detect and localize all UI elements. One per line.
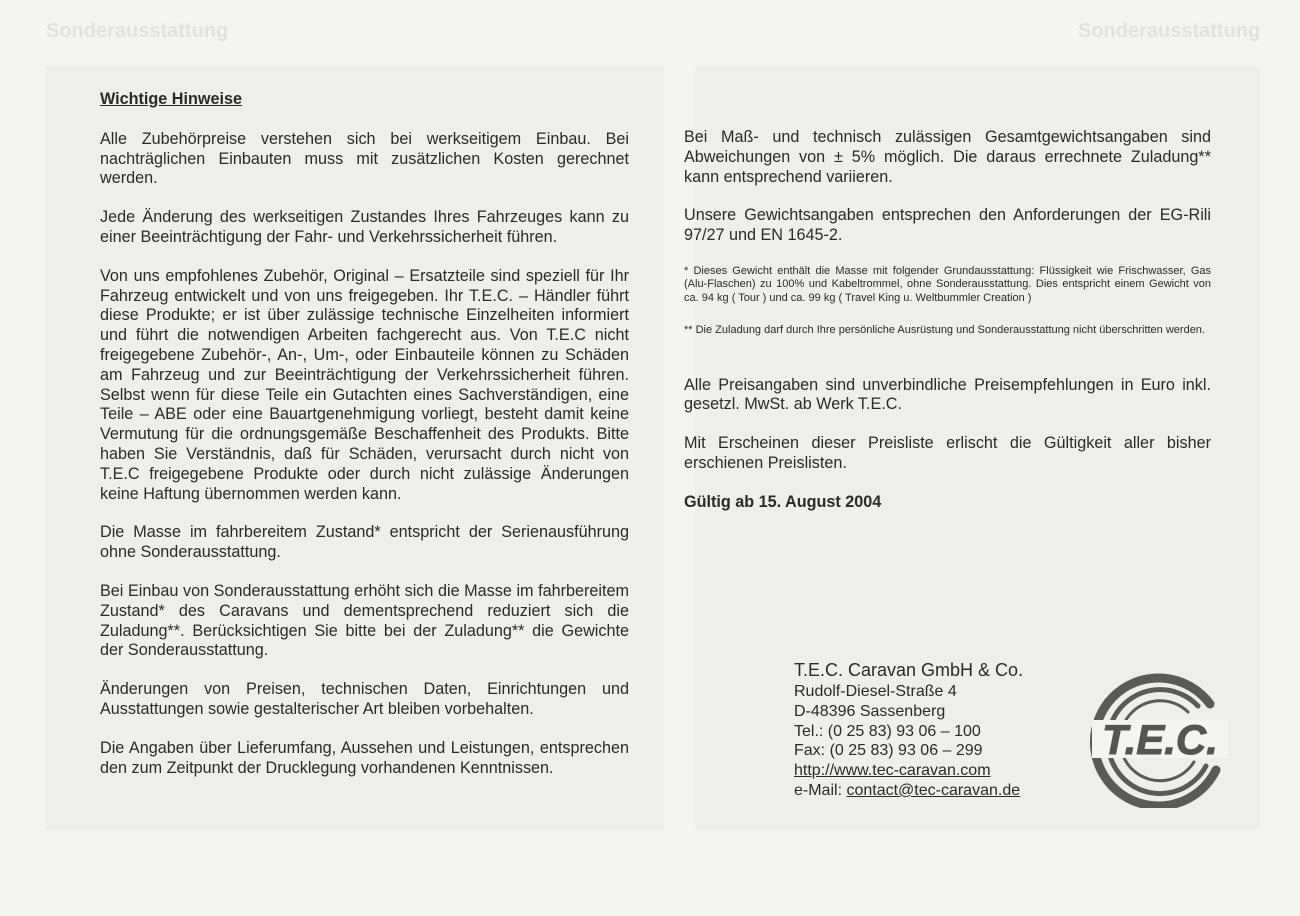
- note-paragraph: Bei Einbau von Sonderausstattung erhöht sich die Masse im fahrbereitem Zustand* des Caravans und dementsprechend reduziert sich die Zuladung**. Berücksichtigen Sie bitte bei der Zuladung** die Gewichte der Sonderausstattung.: [100, 581, 629, 660]
- background-title-left: Sonderausstattung: [46, 20, 229, 42]
- tolerance-paragraph: Bei Maß- und technisch zulässigen Gesamtgewichtsangaben sind Abweichungen von ± 5% möglich. Die daraus errechnete Zuladung** kann entsprechend variieren.: [684, 128, 1211, 186]
- company-address: [794, 658, 1023, 801]
- validity-notice-paragraph: Mit Erscheinen dieser Preisliste erlischt die Gültigkeit aller bisher erschienen Preislisten.: [684, 434, 1211, 472]
- footnote-weight: * Dieses Gewicht enthält die Masse mit folgender Grundausstattung: Flüssigkeit wie Frischwasser, Gas (Alu-Flaschen) zu 100% und Kabeltrommel, ohne Sonderausstattung. Dies entspricht einem Gewicht von ca. 94 kg ( Tour ) und ca. 99 kg ( Travel King u. Weltbummler Creation ): [684, 264, 1211, 304]
- company-name: T.E.C. Caravan GmbH & Co.: [794, 660, 1024, 680]
- valid-from-date: Gültig ab 15. August 2004: [684, 492, 882, 511]
- company-phone: Tel.: (0 25 83) 93 06 – 100: [794, 722, 981, 740]
- footnote-payload: ** Die Zuladung darf durch Ihre persönliche Ausrüstung und Sonderausstattung nicht überschritten werden.: [684, 324, 1205, 337]
- price-paragraph: Alle Preisangaben sind unverbindliche Preisempfehlungen in Euro inkl. gesetzl. MwSt. ab Werk T.E.C.: [684, 375, 1211, 414]
- logo-text: T.E.C.: [1102, 716, 1218, 763]
- note-paragraph: Alle Zubehörpreise verstehen sich bei werkseitigem Einbau. Bei nachträglichen Einbauten muss mit zusätzlichen Kosten gerechnet werden.: [100, 129, 629, 188]
- note-paragraph: Von uns empfohlenes Zubehör, Original – Ersatzteile sind speziell für Ihr Fahrzeug entwickelt und von uns freigegeben. Ihr T.E.C. – Händler führt diese Produkte; er ist über zulässige technische Einzelheiten informiert und führt die notwendigen Arbeiten fachgerecht aus. Von T.E.C nicht freigegebene Zubehör-, An-, Um-, oder Einbauteile können zu Schäden am Fahrzeug und zur Beeinträchtigung der Verkehrssicherheit führen. Selbst wenn für diese Teile ein Gutachten eines Sachverständigen, eine Teile – ABE oder eine Bauartgenehmigung vorliegt, besteht damit keine Vermutung für die ordnungsgemäße Beschaffenheit des Produkts. Bitte haben Sie Verständnis, daß für Schäden, verursacht durch nicht von T.E.C freigegebene Produkte oder durch nicht zulässige Änderungen keine Haftung übernommen werden kann.: [100, 266, 629, 503]
- notes-left-column: [100, 90, 629, 797]
- note-paragraph: Die Masse im fahrbereitem Zustand* entspricht der Serienausführung ohne Sonderausstattung.: [100, 523, 629, 562]
- company-fax: Fax: (0 25 83) 93 06 – 299: [794, 742, 983, 760]
- notes-right-column: [684, 128, 1211, 532]
- background-title-right: Sonderausstattung: [1078, 20, 1261, 42]
- standards-paragraph: Unsere Gewichtsangaben entsprechen den Anforderungen der EG-Rili 97/27 und EN 1645-2.: [684, 206, 1211, 245]
- note-paragraph: Jede Änderung des werkseitigen Zustandes Ihres Fahrzeuges kann zu einer Beeinträchtigung der Fahr- und Verkehrssicherheit führen.: [100, 208, 629, 246]
- tec-logo: [1078, 670, 1230, 808]
- note-paragraph: Die Angaben über Lieferumfang, Aussehen und Leistungen, entsprechen den zum Zeitpunkt der Drucklegung vorhandenen Kenntnissen.: [100, 738, 629, 777]
- note-paragraph: Änderungen von Preisen, technischen Daten, Einrichtungen und Ausstattungen sowie gestalterischer Art bleiben vorbehalten.: [100, 680, 629, 718]
- company-street: Rudolf-Diesel-Straße 4: [794, 683, 957, 700]
- section-heading: Wichtige Hinweise: [100, 90, 242, 108]
- company-email-link[interactable]: contact@tec-caravan.de: [846, 781, 1021, 799]
- email-label: e-Mail:: [794, 781, 847, 799]
- company-city: D-48396 Sassenberg: [794, 702, 946, 720]
- company-website-link[interactable]: http://www.tec-caravan.com: [794, 762, 991, 780]
- company-email-line: [794, 781, 1023, 801]
